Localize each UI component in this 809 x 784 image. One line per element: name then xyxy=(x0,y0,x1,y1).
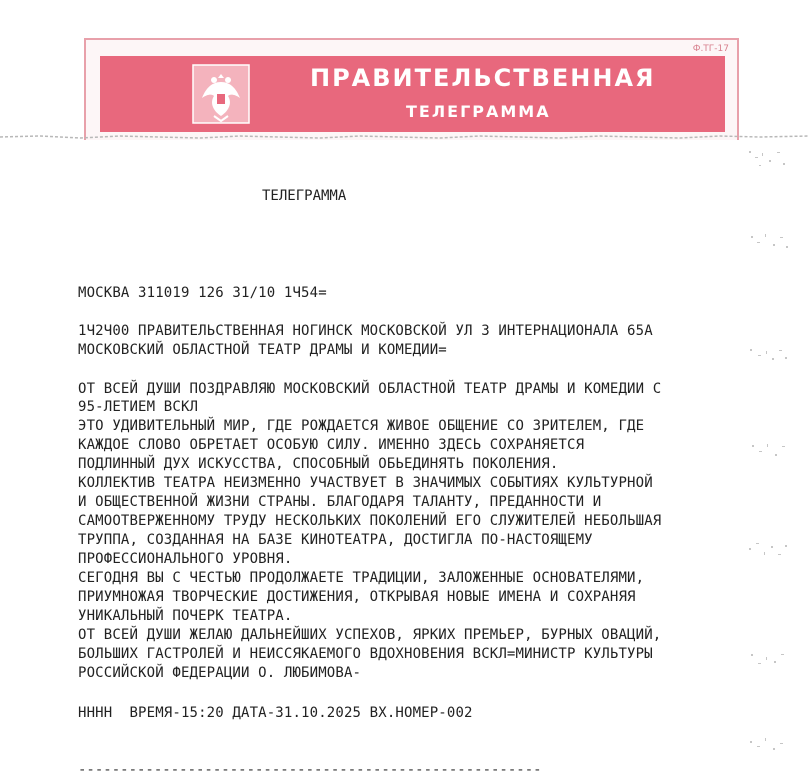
body-line: И ОБЩЕСТВЕННОЙ ЖИЗНИ СТРАНЫ. БЛАГОДАРЯ ТАЛАНТУ, ПРЕДАННОСТИ И xyxy=(78,494,602,510)
scan-noise xyxy=(747,230,791,252)
address-line: МОСКОВСКИЙ ОБЛАСТНОЙ ТЕАТР ДРАМЫ И КОМЕДИИ= xyxy=(78,342,447,358)
government-banner xyxy=(100,56,725,132)
body-line: ЭТО УДИВИТЕЛЬНЫЙ МИР, ГДЕ РОЖДАЕТСЯ ЖИВОЕ ОБЩЕНИЕ СО ЗРИТЕЛЕМ, ГДЕ xyxy=(78,418,645,434)
body-line: ОТ ВСЕЙ ДУШИ ЖЕЛАЮ ДАЛЬНЕЙШИХ УСПЕХОВ, ЯРКИХ ПРЕМЬЕР, БУРНЫХ ОВАЦИЙ, xyxy=(78,627,662,643)
body-line: БОЛЬШИХ ГАСТРОЛЕЙ И НЕИССЯКАЕМОГО ВДОХНОВЕНИЯ ВСКЛ=МИНИСТР КУЛЬТУРЫ xyxy=(78,646,653,662)
scan-noise xyxy=(747,650,791,672)
scan-noise xyxy=(747,148,791,170)
scan-noise xyxy=(747,440,791,462)
body-line: РОССИЙСКОЙ ФЕДЕРАЦИИ О. ЛЮБИМОВА- xyxy=(78,665,362,681)
banner-title: ПРАВИТЕЛЬСТВЕННАЯ xyxy=(310,64,656,92)
scan-noise xyxy=(747,345,791,367)
body-line: САМООТВЕРЖЕННОМУ ТРУДУ НЕСКОЛЬКИХ ПОКОЛЕНИЙ ЕГО СЛУЖИТЕЛЕЙ НЕБОЛЬШАЯ xyxy=(78,513,662,529)
body-line: ПРИУМНОЖАЯ ТВОРЧЕСКИЕ ДОСТИЖЕНИЯ, ОТКРЫВАЯ НОВЫЕ ИМЕНА И СОХРАНЯЯ xyxy=(78,589,636,605)
body-line: КАЖДОЕ СЛОВО ОБРЕТАЕТ ОСОБУЮ СИЛУ. ИМЕННО ЗДЕСЬ СОХРАНЯЕТСЯ xyxy=(78,437,585,453)
dash-separator: ------------------------------------------------------- xyxy=(78,762,542,778)
paper-tear-edge xyxy=(0,133,809,141)
scan-noise xyxy=(747,540,791,562)
body-line: ОТ ВСЕЙ ДУШИ ПОЗДРАВЛЯЮ МОСКОВСКИЙ ОБЛАСТНОЙ ТЕАТР ДРАМЫ И КОМЕДИИ С xyxy=(78,381,662,397)
document-heading: ТЕЛЕГРАММА xyxy=(262,188,347,204)
body-line: УНИКАЛЬНЫЙ ПОЧЕРК ТЕАТРА. xyxy=(78,608,293,624)
scan-noise xyxy=(747,735,791,757)
body-line: КОЛЛЕКТИВ ТЕАТРА НЕИЗМЕННО УЧАСТВУЕТ В ЗНАЧИМЫХ СОБЫТИЯХ КУЛЬТУРНОЙ xyxy=(78,475,653,491)
body-line: 95-ЛЕТИЕМ ВСКЛ xyxy=(78,399,199,415)
footer-line: НННН ВРЕМЯ-15:20 ДАТА-31.10.2025 ВХ.НОМЕР-002 xyxy=(78,705,473,721)
form-code: Ф.ТГ-17 xyxy=(692,44,729,54)
service-line: МОСКВА 311019 126 31/10 1Ч54= xyxy=(78,285,327,301)
body-line: ПОДЛИННЫЙ ДУХ ИСКУССТВА, СПОСОБНЫЙ ОБЬЕДИНЯТЬ ПОКОЛЕНИЯ. xyxy=(78,456,559,472)
banner-subtitle: ТЕЛЕГРАММА xyxy=(406,102,551,121)
body-line: ПРОФЕССИОНАЛЬНОГО УРОВНЯ. xyxy=(78,551,293,567)
body-line: ТРУППА, СОЗДАННАЯ НА БАЗЕ КИНОТЕАТРА, ДОСТИГЛА ПО-НАСТОЯЩЕМУ xyxy=(78,532,593,548)
body-line: СЕГОДНЯ ВЫ С ЧЕСТЬЮ ПРОДОЛЖАЕТЕ ТРАДИЦИИ, ЗАЛОЖЕННЫЕ ОСНОВАТЕЛЯМИ, xyxy=(78,570,645,586)
address-line: 1Ч2Ч00 ПРАВИТЕЛЬСТВЕННАЯ НОГИНСК МОСКОВСКОЙ УЛ 3 ИНТЕРНАЦИОНАЛА 65А xyxy=(78,323,653,339)
